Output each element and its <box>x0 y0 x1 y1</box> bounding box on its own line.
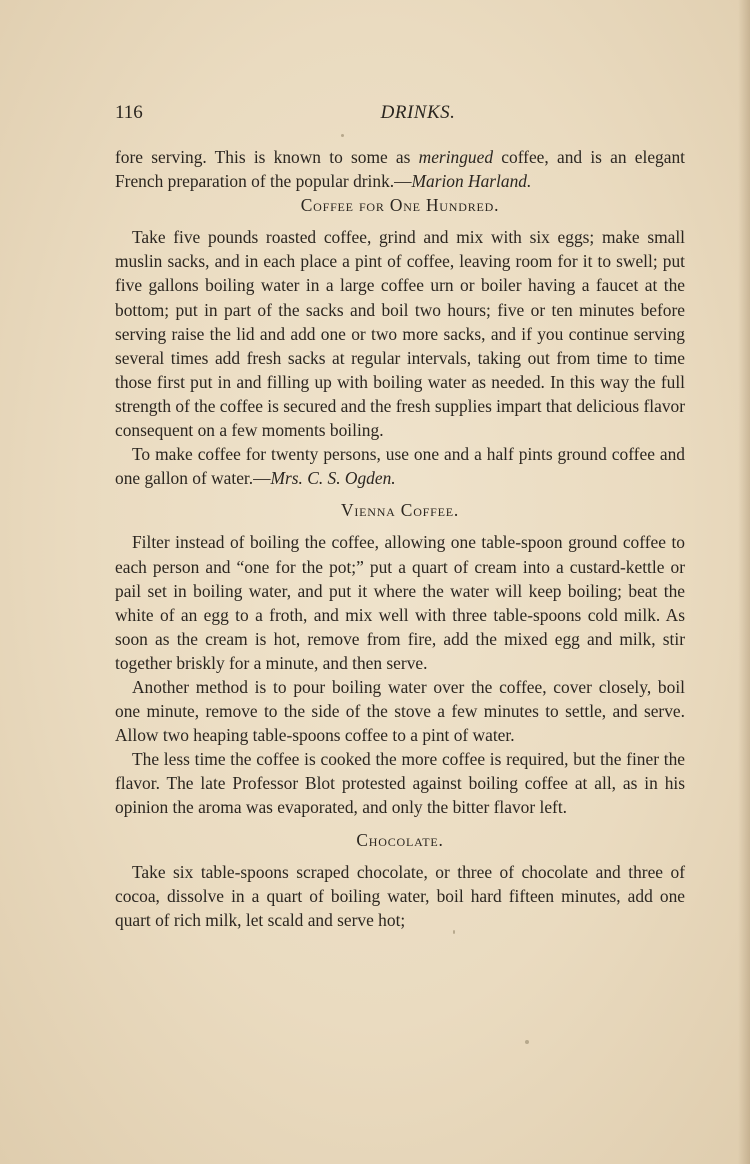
paragraph <box>115 442 685 490</box>
recipe-heading: Chocolate. <box>356 829 444 850</box>
paragraph: Take five pounds roasted coffee, grind and mix with six eggs; make small muslin sacks, and in each place a pint of coffee, leaving room for it to swell; put five gallons boiling water in a large coffee urn or boiler having a faucet at the bottom; put in part of the sacks and boil two hours; five or ten minutes before serving raise the lid and add one or two more sacks, and if you continue serving several times add fresh sacks at regular intervals, taking out from time to time those first put in and filling up with boiling water as needed. In this way the full strength of the coffee is secured and the fresh supplies impart that delicious flavor consequent on a few moments boiling. <box>115 227 686 441</box>
paper-speck <box>453 930 455 934</box>
paragraph: Take six table-spoons scraped chocolate, or three of chocolate and three of cocoa, dissolve in a quart of boiling water, boil hard fifteen minutes, add one quart of rich milk, let scald and serve hot; <box>115 861 685 930</box>
paragraph: Filter instead of boiling the coffee, allowing one table-spoon ground coffee to each person and “one for the pot;” put a quart of cream into a custard-kettle or pail set in boiling water, and put it where the water will keep boiling; beat the white of an egg to a froth, and mix well with three table-spoons cold milk. As soon as the cream is hot, remove from fire, add the mixed egg and milk, stir together briskly for a minute, and then serve. <box>115 532 685 673</box>
page-body <box>115 145 685 932</box>
recipe-heading: Vienna Coffee. <box>340 500 460 521</box>
paragraph-text: To make coffee for twenty persons, use one and a half pints ground coffee and one gallon of water.— <box>115 444 685 489</box>
paragraph: Another method is to pour boiling water over the coffee, cover closely, boil one minute, remove to the side of the stove a few minutes to settle, and serve. Allow two heaping table-spoons coffee to a pint of water. <box>115 676 685 746</box>
page-header <box>115 102 685 130</box>
page-edge-shadow <box>738 0 750 1164</box>
attribution: Mrs. C. S. Ogden. <box>270 468 396 489</box>
running-head: DRINKS. <box>380 102 456 123</box>
page-number: 116 <box>115 102 143 123</box>
paragraph: The less time the coffee is cooked the more coffee is required, but the finer the flavor. The late Professor Blot protested against boiling coffee at all, as in his opinion the aroma was evaporated, and only the bitter flavor left. <box>115 749 685 818</box>
recipe-heading: Coffee for One Hundred. <box>300 195 500 216</box>
paragraph <box>115 145 685 193</box>
paragraph-text: coffee, and is an elegant French preparation of the popular drink.— <box>115 147 685 192</box>
paragraph-text: fore serving. This is known to some as <box>115 147 419 167</box>
emphasized-word: meringued <box>418 147 494 167</box>
paper-speck <box>525 1040 529 1044</box>
paper-speck <box>341 134 344 137</box>
attribution: Marion Harland. <box>411 171 532 192</box>
